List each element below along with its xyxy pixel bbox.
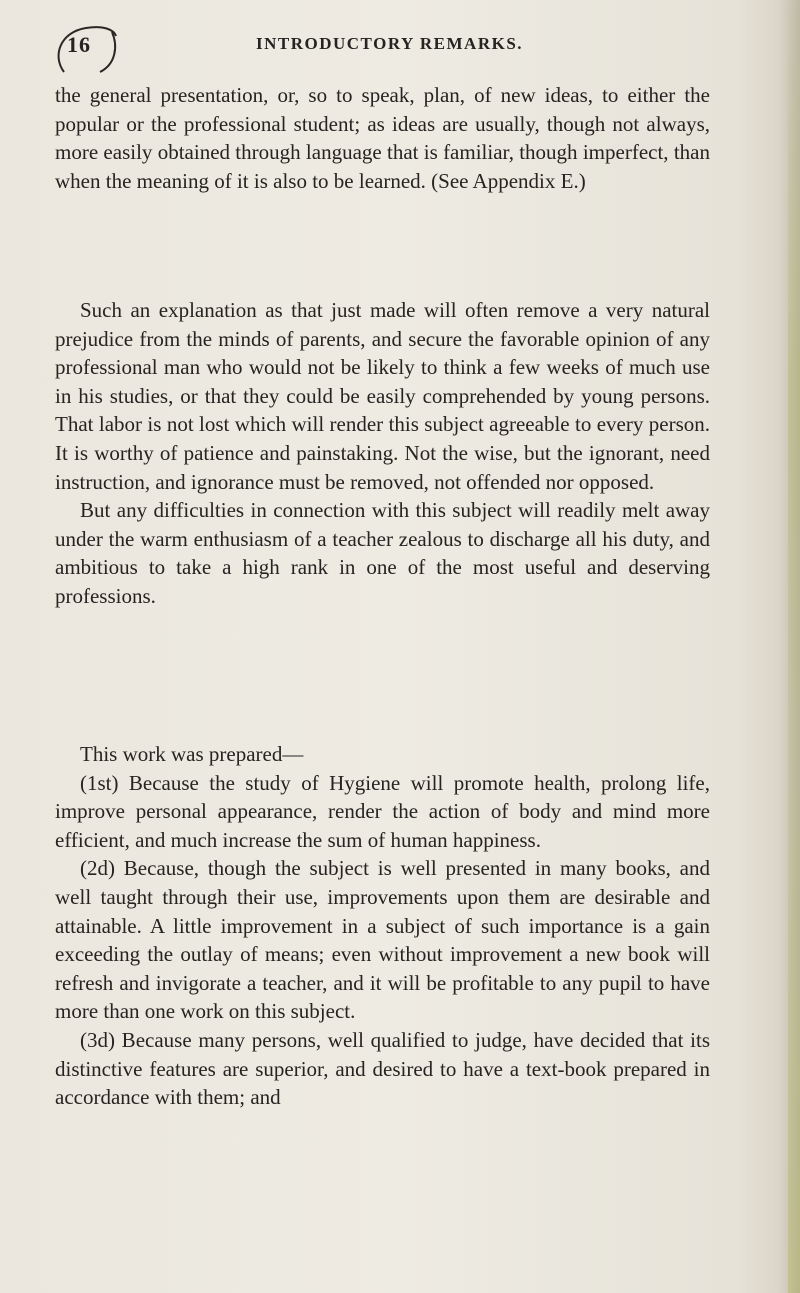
paragraph-2: Such an explanation as that just made will often remove a very natural prejudice from the minds of parents, and secure the favorable opinion of any professional man who would not be likely to think a few weeks of much use in his studies, or that they could be easily comprehended by young persons. That labor is not lost which will render this subject agreeable to every person. It is worthy of patience and painstaking. Not the wise, but the ignorant, need instruction, and ignorance must be removed, not offended nor opposed.: [55, 298, 710, 494]
page-edge-stain: [788, 0, 800, 1293]
paragraph-4: This work was prepared—: [80, 742, 304, 766]
paragraph-3: But any difficulties in connection with this subject will readily melt away under the warm enthusiasm of a teacher zealous to discharge all his duty, and ambitious to take a high rank in one of the most useful and deserving professions.: [55, 498, 710, 608]
text-block-2: [55, 296, 710, 611]
paragraph-7: (3d) Because many persons, well qualified to judge, have decided that its distinctive features are superior, and desired to have a text-book prepared in accordance with them; and: [55, 1027, 710, 1110]
paragraph-5: (1st) Because the study of Hygiene will promote health, prolong life, improve personal appearance, render the action of body and mind more efficient, and much increase the sum of human happiness.: [55, 770, 710, 852]
paragraph-1: the general presentation, or, so to speak, plan, of new ideas, to either the popular or the professional student; as ideas are usually, though not always, more easily obtained through language that is familiar, though imperfect, than when the meaning of it is also to be learned. (See Appendix E.): [55, 83, 710, 193]
running-head: INTRODUCTORY REMARKS.: [256, 34, 524, 53]
page-number: 16: [67, 32, 91, 57]
paragraph-6: (2d) Because, though the subject is well presented in many books, and well taught through their use, improvements upon them are desirable and attainable. A little improvement in a subject of such importance is a gain exceeding the outlay of means; even without improvement a new book will refresh and invigorate a teacher, and it will be profitable to any pupil to have more than one work on this subject.: [55, 856, 710, 1024]
text-block-3: [55, 740, 710, 1112]
text-block-1: [55, 81, 710, 195]
